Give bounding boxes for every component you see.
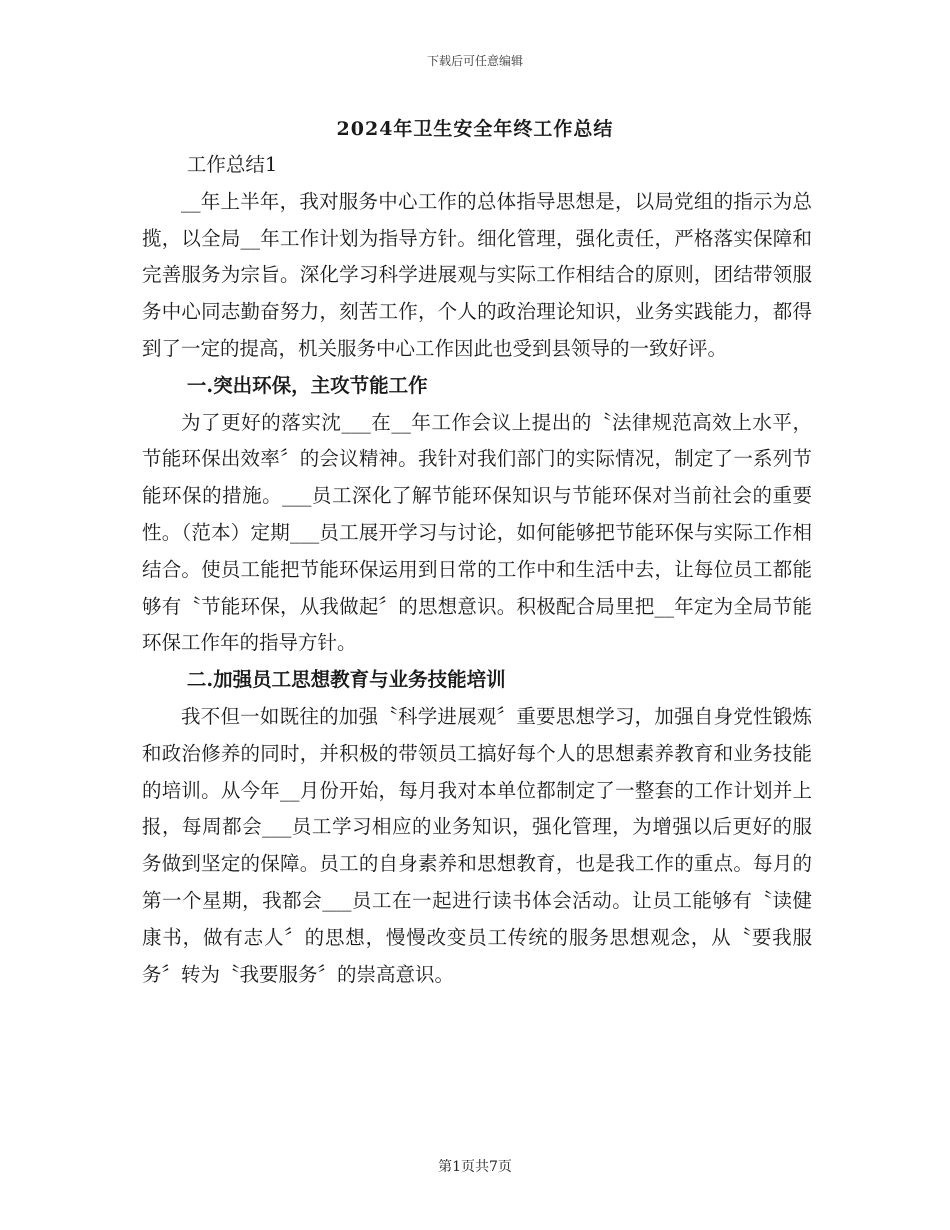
document-body — [142, 147, 812, 993]
paragraph-section-1: 为了更好的落实沈___在__年工作会议上提出的〝法律规范高效上水平，节能环保出效率〞的会议精神。我针对我们部门的实际情况，制定了一系列节能环保的措施。___员工深化了解节能环保知识与节能环保对当前社会的重要性。（范本）定期___员工展开学习与讨论，如何能够把节能环保与实际工作相结合。使员工能把节能环保运用到日常的工作中和生活中去，让每位员工都能够有〝节能环保，从我做起〞的思想意识。积极配合局里把__年定为全局节能环保工作年的指导方针。 — [142, 410, 812, 655]
paragraph-intro: __年上半年，我对服务中心工作的总体指导思想是，以局党组的指示为总揽，以全局__年工作计划为指导方针。细化管理，强化责任，严格落实保障和完善服务为宗旨。深化学习科学进展观与实际工作相结合的原则，团结带领服务中心同志勤奋努力，刻苦工作，个人的政治理论知识，业务实践能力，都得到了一定的提高，机关服务中心工作因此也受到县领导的一致好评。 — [142, 189, 812, 360]
section-heading-2: 二.加强员工思想教育与业务技能培训 — [186, 668, 506, 692]
page-number: 第1页共7页 — [438, 1159, 512, 1175]
document-subtitle: 工作总结1 — [186, 153, 278, 176]
document-title: 2024年卫生安全年终工作总结 — [336, 118, 614, 140]
page-header-note: 下载后可任意编辑 — [426, 54, 523, 68]
section-heading-1: 一.突出环保，主攻节能工作 — [186, 373, 428, 397]
paragraph-section-2: 我不但一如既往的加强〝科学进展观〞重要思想学习，加强自身党性锻炼和政治修养的同时，并积极的带领员工搞好每个人的思想素养教育和业务技能的培训。从今年__月份开始，每月我对本单位都制定了一整套的工作计划并上报，每周都会___员工学习相应的业务知识，强化管理，为增强以后更好的服务做到坚定的保障。员工的自身素养和思想教育，也是我工作的重点。每月的第一个星期，我都会___员工在一起进行读书体会活动。让员工能够有〝读健康书，做有志人〞的思想，慢慢改变员工传统的服务思想观念，从〝要我服务〞转为〝我要服务〞的崇高意识。 — [142, 704, 812, 986]
